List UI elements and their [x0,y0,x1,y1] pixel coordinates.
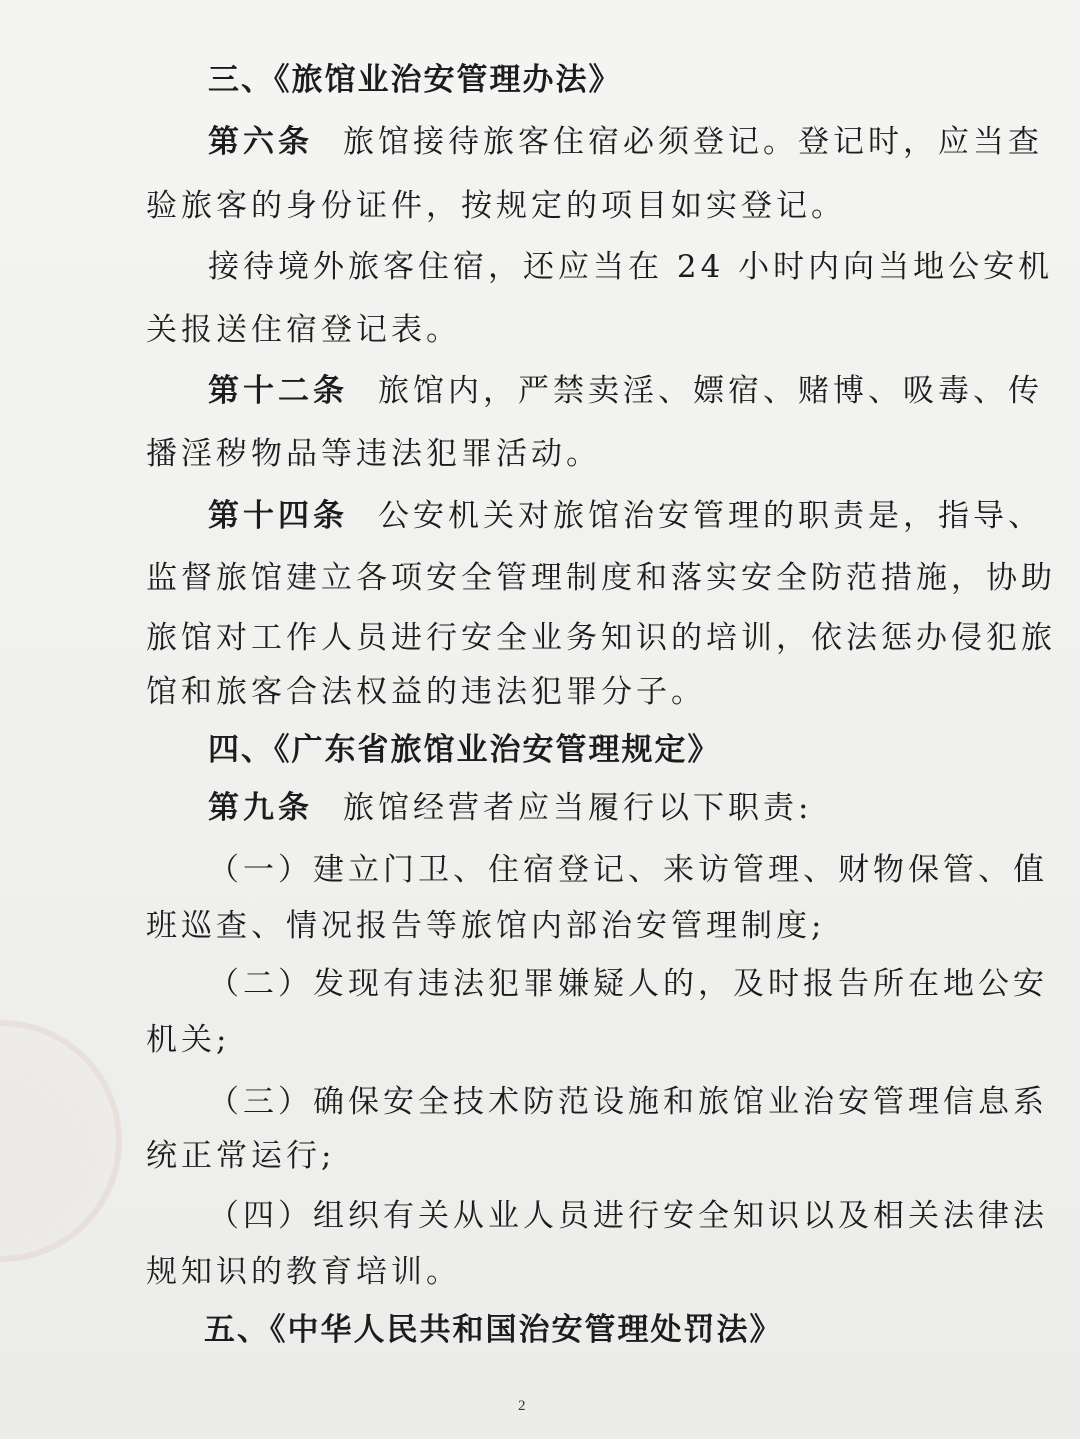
article-number: 第六条 [208,124,313,160]
article-number: 第十二条 [208,373,348,409]
article-text: 旅馆内，严禁卖淫、嫖宿、赌博、吸毒、传 [378,373,1043,409]
article-14-line-3: 旅馆对工作人员进行安全业务知识的培训，依法惩办侵犯旅 [146,620,1056,656]
faint-seal-mark [0,1020,122,1262]
article-9-line-1 [208,788,812,828]
article-9-item-3-line-2: 统正常运行; [146,1138,336,1174]
article-6-line-4: 关报送住宿登记表。 [146,312,461,348]
article-number: 第十四条 [208,498,348,534]
page-number: 2 [518,1398,526,1414]
article-9-item-2-line-2: 机关; [146,1022,231,1058]
article-14-line-2: 监督旅馆建立各项安全管理制度和落实安全防范措施，协助 [146,560,1056,596]
article-6-line-3: 接待境外旅客住宿，还应当在 24 小时内向当地公安机 [208,249,1054,285]
article-14-line-4: 馆和旅客合法权益的违法犯罪分子。 [146,674,706,710]
article-12-line-1 [208,371,1043,411]
section-heading-4: 四、《广东省旅馆业治安管理规定》 [208,732,721,768]
article-9-item-3-line-1: （三）确保安全技术防范设施和旅馆业治安管理信息系 [208,1084,1048,1120]
article-text: 旅馆接待旅客住宿必须登记。登记时，应当查 [343,124,1043,160]
article-14-line-1 [208,496,1043,536]
section-heading-5: 五、《中华人民共和国治安管理处罚法》 [204,1312,783,1348]
article-9-item-1-line-1: （一）建立门卫、住宿登记、来访管理、财物保管、值 [208,852,1048,888]
article-9-item-4-line-1: （四）组织有关从业人员进行安全知识以及相关法律法 [208,1198,1048,1234]
article-9-item-1-line-2: 班巡查、情况报告等旅馆内部治安管理制度; [146,908,826,944]
article-6-line-2: 验旅客的身份证件，按规定的项目如实登记。 [146,188,846,224]
article-9-item-4-line-2: 规知识的教育培训。 [146,1254,461,1290]
article-9-item-2-line-1: （二）发现有违法犯罪嫌疑人的，及时报告所在地公安 [208,966,1048,1002]
article-12-line-2: 播淫秽物品等违法犯罪活动。 [146,436,601,472]
article-text: 公安机关对旅馆治安管理的职责是，指导、 [378,498,1043,534]
section-heading-3: 三、《旅馆业治安管理办法》 [208,62,622,98]
article-6-line-1 [208,122,1043,162]
article-text: 旅馆经营者应当履行以下职责: [343,790,813,826]
article-number: 第九条 [208,790,313,826]
